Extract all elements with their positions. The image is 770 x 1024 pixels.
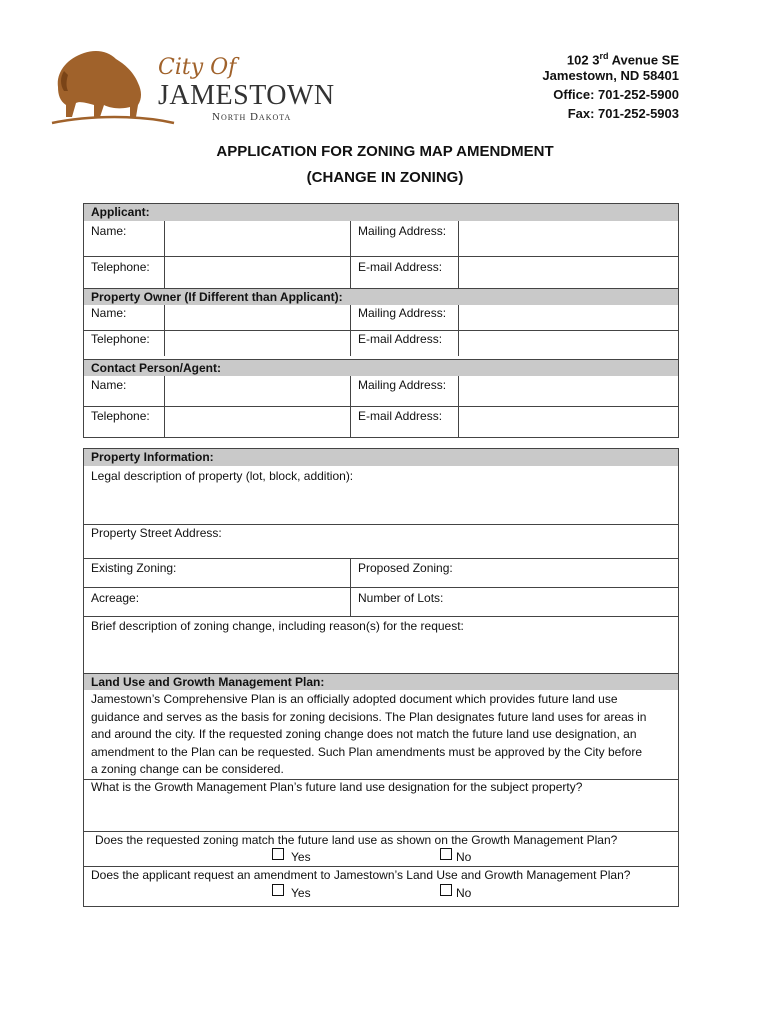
amendment-question: Does the applicant request an amendment to Jamestown’s Land Use and Growth Management Plan? — [91, 868, 631, 882]
amendment-yes-checkbox[interactable] — [272, 884, 284, 896]
existing-zoning-field[interactable] — [182, 559, 348, 586]
land-use-paragraph: Jamestown’s Comprehensive Plan is an officially adopted document which provides future land use guidance and serves as the basis for zoning decisions. The Plan designates future land uses for areas in and around the city. If the requested zoning change does not match the future land use designation, an amendment to the Plan can be requested. Such Plan amendments must be approved by the City before a zoning change can be considered. — [91, 692, 647, 776]
property-section — [83, 448, 679, 907]
proposed-zoning-field[interactable] — [460, 559, 676, 586]
address-street: 102 3rd Avenue SE — [566, 51, 679, 68]
applicant-heading: Applicant: — [84, 204, 678, 221]
owner-name-field[interactable] — [165, 306, 349, 330]
applicant-email-label: E-mail Address: — [358, 260, 443, 274]
contact-name-label: Name: — [91, 378, 127, 392]
brief-description-field[interactable] — [85, 635, 677, 672]
land-use-heading: Land Use and Growth Management Plan: — [84, 673, 678, 690]
owner-name-label: Name: — [91, 306, 127, 320]
amendment-no-label: No — [456, 886, 472, 900]
proposed-zoning-label: Proposed Zoning: — [358, 561, 453, 575]
amendment-no-checkbox[interactable] — [440, 884, 452, 896]
owner-telephone-label: Telephone: — [91, 332, 150, 346]
logo-line1: City Of — [158, 55, 237, 80]
contact-mailing-label: Mailing Address: — [358, 378, 447, 392]
applicant-mailing-field[interactable] — [459, 222, 678, 256]
acreage-field[interactable] — [154, 588, 348, 615]
owner-mailing-field[interactable] — [459, 306, 678, 330]
designation-question: What is the Growth Management Plan’s future land use designation for the subject property? — [91, 780, 583, 794]
amendment-yes-label: Yes — [291, 886, 311, 900]
property-heading: Property Information: — [84, 449, 678, 466]
contact-telephone-field[interactable] — [165, 407, 349, 438]
match-no-checkbox[interactable] — [440, 848, 452, 860]
logo-line3: North Dakota — [212, 111, 292, 123]
owner-heading: Property Owner (If Different than Applicant): — [84, 288, 678, 305]
applicant-name-label: Name: — [91, 224, 127, 238]
legal-description-label: Legal description of property (lot, block, addition): — [91, 469, 354, 483]
contact-heading: Contact Person/Agent: — [84, 359, 678, 376]
applicant-mailing-label: Mailing Address: — [358, 224, 447, 238]
party-info-section — [83, 203, 679, 438]
number-of-lots-field[interactable] — [460, 588, 676, 615]
match-question: Does the requested zoning match the future land use as shown on the Growth Management Plan? — [95, 833, 618, 847]
contact-email-field[interactable] — [459, 407, 678, 438]
logo-line2: JAMESTOWN — [158, 80, 335, 111]
owner-telephone-field[interactable] — [165, 331, 349, 356]
legal-description-field[interactable] — [85, 485, 677, 523]
address-office: Office: 701-252-5900 — [553, 87, 679, 102]
contact-name-field[interactable] — [165, 377, 349, 406]
match-no-label: No — [456, 850, 472, 864]
applicant-telephone-label: Telephone: — [91, 260, 150, 274]
designation-field[interactable] — [85, 798, 677, 830]
contact-email-label: E-mail Address: — [358, 409, 443, 423]
address-fax: Fax: 701-252-5903 — [567, 106, 679, 121]
owner-email-field[interactable] — [459, 331, 678, 356]
number-of-lots-label: Number of Lots: — [358, 591, 444, 605]
contact-telephone-label: Telephone: — [91, 409, 150, 423]
applicant-telephone-field[interactable] — [165, 257, 349, 288]
applicant-name-field[interactable] — [165, 222, 349, 256]
acreage-label: Acreage: — [91, 591, 140, 605]
contact-mailing-field[interactable] — [459, 377, 678, 406]
form-title: APPLICATION FOR ZONING MAP AMENDMENT — [216, 143, 554, 160]
match-yes-checkbox[interactable] — [272, 848, 284, 860]
brief-description-label: Brief description of zoning change, including reason(s) for the request: — [91, 619, 464, 633]
existing-zoning-label: Existing Zoning: — [91, 561, 177, 575]
match-yes-label: Yes — [291, 850, 311, 864]
street-address-field[interactable] — [244, 525, 676, 557]
street-address-label: Property Street Address: — [91, 526, 222, 540]
city-logo — [50, 45, 335, 129]
owner-mailing-label: Mailing Address: — [358, 306, 447, 320]
address-city: Jamestown, ND 58401 — [542, 68, 679, 83]
form-subtitle: (CHANGE IN ZONING) — [306, 169, 464, 186]
applicant-email-field[interactable] — [459, 257, 678, 288]
owner-email-label: E-mail Address: — [358, 332, 443, 346]
